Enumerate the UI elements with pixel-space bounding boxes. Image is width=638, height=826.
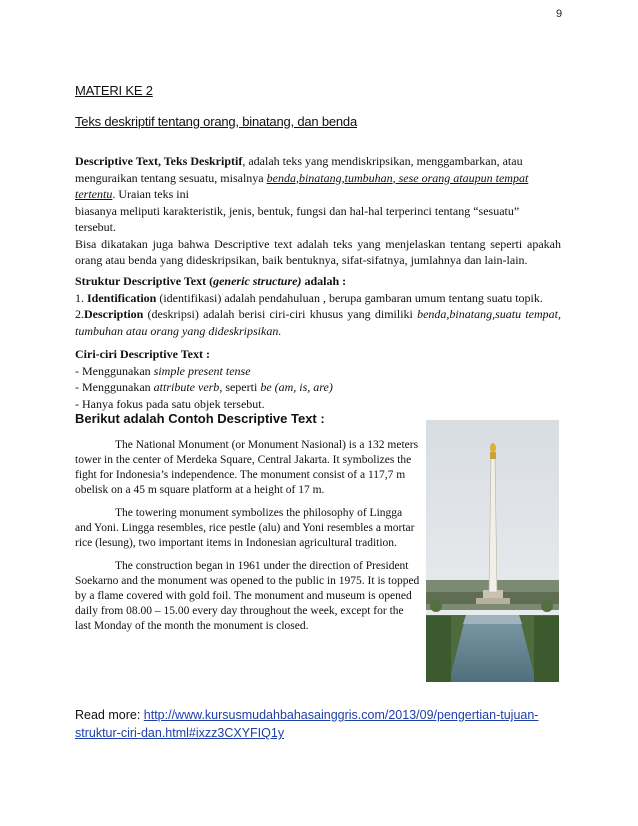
features-title: Ciri-ciri Descriptive Text : bbox=[75, 347, 210, 361]
example-title: Berikut adalah Contoh Descriptive Text : bbox=[75, 411, 325, 426]
definition-paragraph bbox=[75, 153, 561, 269]
definition-line4: biasanya meliputi karakteristik, jenis, bentuk, fungsi dan hal-hal terperinci tentang “sesuatu” bbox=[75, 203, 520, 218]
monument-photo bbox=[426, 420, 559, 682]
read-more bbox=[75, 706, 565, 742]
definition-term: Descriptive Text, Teks Deskriptif bbox=[75, 154, 243, 168]
definition-examples: benda,binatang,tumbuhan, sese orang ataupun tempat bbox=[266, 170, 529, 185]
section-subheading: Teks deskriptif tentang orang, binatang, dan benda bbox=[75, 114, 357, 129]
structure-section bbox=[75, 273, 561, 339]
example-text bbox=[75, 438, 420, 634]
definition-line5: tersebut. bbox=[75, 220, 116, 234]
features-section bbox=[75, 346, 561, 412]
definition-paragraph2: Bisa dikatakan juga bahwa Descriptive text adalah teks yang menjelaskan tentang seperti apakah orang atau benda yang dideskripsikan, baik bentuknya, sifat-sifatnya, jumlahnya dan lain-lain. bbox=[75, 236, 561, 267]
page-number: 9 bbox=[556, 8, 563, 20]
structure-title: Struktur Descriptive Text (generic structure) adalah : bbox=[75, 274, 347, 288]
example-paragraph-2: The towering monument symbolizes the philosophy of Lingga and Yoni. Lingga resembles, rice pestle (alu) and Yoni resembles a mortar rice (lesung), two important items in Indonesian agricultural tradition. bbox=[75, 507, 415, 549]
structure-item-description: 2.Description (deskripsi) adalah berisi ciri-ciri khusus yang dimiliki benda,binatang,suatu tempat, tumbuhan atau orang yang dideskripsikan. bbox=[75, 307, 561, 338]
feature-item-1: - Menggunakan simple present tense bbox=[75, 363, 251, 378]
feature-item-2: - Menggunakan attribute verb, seperti be (am, is, are) bbox=[75, 380, 333, 394]
definition-line3: . Uraian teks ini bbox=[112, 187, 189, 201]
example-paragraph-1: The National Monument (or Monument Nasional) is a 132 meters tower in the center of Merdeka Square, Central Jakarta. It symbolizes the fight for Indonesia’s independence. The monument consist of a 117,7 m obelisk on a 45 m square platform at a height of 17 m. bbox=[75, 439, 419, 496]
definition-line2: menguraikan tentang sesuatu, misalnya bbox=[75, 170, 267, 185]
read-more-link[interactable]: http://www.kursusmudahbahasainggris.com/2013/09/pengertian-tujuan-struktur-ciri-dan.html#ixzz3CXYFIQ1y bbox=[75, 708, 539, 740]
definition-line1: , adalah teks yang mendiskripsikan, menggambarkan, atau bbox=[242, 154, 523, 168]
example-paragraph-3: The construction began in 1961 under the direction of President Soekarno and the monument was opened to the public in 1975. It is topped by a flame covered with gold foil. The monument and museum is opened daily from 08.00 – 15.00 every day throughout the week, except for the last Monday of the month the monument is closed. bbox=[75, 560, 420, 632]
structure-item-identification: 1. Identification (identifikasi) adalah pendahuluan , berupa gambaran umum tentang suatu topik. bbox=[75, 290, 543, 305]
feature-item-3: - Hanya fokus pada satu objek tersebut. bbox=[75, 396, 265, 411]
definition-line3-italic: tertentu bbox=[75, 187, 113, 201]
section-heading: MATERI KE 2 bbox=[75, 83, 153, 98]
read-more-label: Read more: bbox=[75, 708, 144, 722]
